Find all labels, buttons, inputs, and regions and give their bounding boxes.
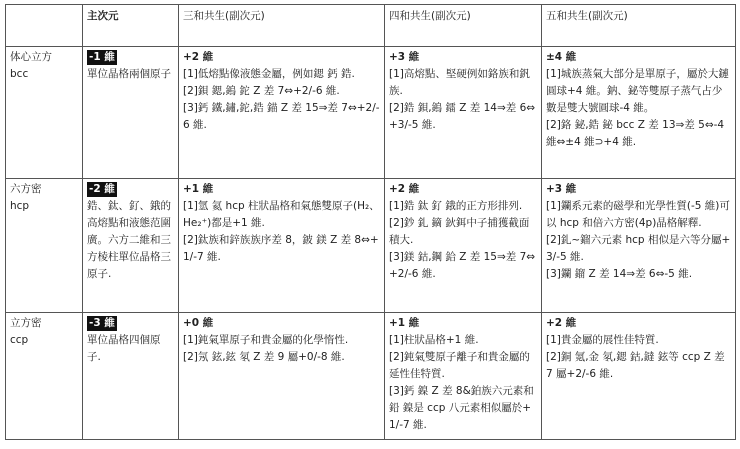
main-dimension-cell bbox=[83, 179, 179, 313]
dimension-table bbox=[5, 4, 736, 440]
four-symbiosis-cell bbox=[385, 47, 542, 179]
five-symbiosis-cell bbox=[542, 179, 736, 313]
cell-line: [1]鈍氣單原子和貴金屬的化學惰性. bbox=[183, 334, 349, 346]
cell-title: +1 維 bbox=[183, 183, 214, 195]
structure-abbr: hcp bbox=[10, 200, 30, 212]
five-symbiosis-cell bbox=[542, 313, 736, 440]
cell-title: +0 維 bbox=[183, 317, 214, 329]
cell-line: [2]鈦族和鋅族族序差 8，鈹 鎂 Z 差 8⇔+1/-7 維. bbox=[183, 234, 379, 263]
cell-line: [2]鉻 鉍,鋯 鉍 bcc Z 差 13⇒差 5⇔-4 維⇔±4 維⊃+4 維. bbox=[546, 119, 725, 148]
main-dimension-cell bbox=[83, 47, 179, 179]
main-dimension-desc: 鋯、鈦、釕、鋨的高熔點和液態范圍廣。六方二維和三方棱柱單位晶格三原子. bbox=[87, 200, 171, 280]
cell-line: [1]氫 氦 hcp 柱狀晶格和氣態雙原子(H₂、He₂⁺)都是+1 維. bbox=[183, 200, 380, 229]
cell-line: [1]鋯 鈦 釕 鋨的正方形排列. bbox=[389, 200, 523, 212]
cell-line: [3]鎂 鈷,鋼 鉿 Z 差 15⇒差 7⇔+2/-6 維. bbox=[389, 251, 536, 280]
cell-line: [3]鈣 鐵,鏽,鉈,鋯 錨 Z 差 15⇒差 7⇔+2/-6 維. bbox=[183, 102, 380, 131]
cell-title: +2 維 bbox=[546, 317, 577, 329]
three-symbiosis-cell bbox=[179, 313, 385, 440]
cell-line: [2]鈍氣雙原子離子和貴金屬的延性佳特質. bbox=[389, 351, 530, 380]
main-dimension-badge: -3 維 bbox=[89, 317, 115, 329]
row-label-cell bbox=[6, 313, 83, 440]
table-row bbox=[6, 313, 736, 440]
table-row bbox=[6, 47, 736, 179]
row-label-cell bbox=[6, 47, 83, 179]
cell-line: [1]柱狀晶格+1 維. bbox=[389, 334, 479, 346]
main-dimension-desc: 單位晶格兩個原子 bbox=[87, 68, 171, 80]
five-symbiosis-cell bbox=[542, 47, 736, 179]
cell-line: [3]鈣 鎳 Z 差 8&鉑族六元素和鉛 鎳是 ccp 八元素相似屬於+1/-7 維. bbox=[389, 385, 534, 431]
header-row bbox=[6, 5, 736, 47]
cell-line: [2]鈔 釓 鏑 鈥鉺中子捕獲截面積大. bbox=[389, 217, 530, 246]
table-row bbox=[6, 179, 736, 313]
cell-line: [1]城族蒸氣大部分是單原子，屬於大鏈圓球+4 維。鈉、鉍等雙原子蒸气占少數是雙大號圓球-4 維。 bbox=[546, 68, 729, 114]
cell-line: [1]鑭系元素的磁學和光學性質(-5 維)可以 hcp 和倍六方密(4p)晶格解釋. bbox=[546, 200, 730, 229]
header-corner bbox=[6, 5, 83, 47]
main-dimension-badge: -1 維 bbox=[89, 51, 115, 63]
cell-line: [1]高熔點、堅硬例如鉻族和釩族. bbox=[389, 68, 530, 97]
cell-title: +2 維 bbox=[183, 51, 214, 63]
cell-title: +3 維 bbox=[389, 51, 420, 63]
cell-line: [2]鋯 鋇,鎢 鐳 Z 差 14⇒差 6⇔+3/-5 維. bbox=[389, 102, 536, 131]
structure-abbr: bcc bbox=[10, 68, 29, 80]
cell-line: [2]氖 鉉,鉉 氡 Z 差 9 屬+0/-8 維. bbox=[183, 351, 345, 363]
cell-line: [3]鑭 鎦 Z 差 14⇒差 6⇔-5 維. bbox=[546, 268, 693, 280]
three-symbiosis-cell bbox=[179, 179, 385, 313]
cell-line: [1]低熔點像液態金屬，例如鍶 鈣 鋯. bbox=[183, 68, 355, 80]
header-three-symbiosis: 三和共生(副次元) bbox=[179, 5, 385, 47]
header-main-dimension: 主次元 bbox=[83, 5, 179, 47]
cell-line: [1]貴金屬的展性佳特質. bbox=[546, 334, 659, 346]
structure-abbr: ccp bbox=[10, 334, 29, 346]
structure-name: 立方密 bbox=[10, 317, 42, 329]
four-symbiosis-cell bbox=[385, 313, 542, 440]
cell-title: +2 維 bbox=[389, 183, 420, 195]
cell-title: +3 維 bbox=[546, 183, 577, 195]
four-symbiosis-cell bbox=[385, 179, 542, 313]
structure-name: 六方密 bbox=[10, 183, 42, 195]
three-symbiosis-cell bbox=[179, 47, 385, 179]
header-four-symbiosis: 四和共生(副次元) bbox=[385, 5, 542, 47]
cell-line: [2]鋇 鍶,鎢 鉈 Z 差 7⇔+2/-6 維. bbox=[183, 85, 340, 97]
structure-name: 体心立方 bbox=[10, 51, 52, 63]
main-dimension-cell bbox=[83, 313, 179, 440]
header-five-symbiosis: 五和共生(副次元) bbox=[542, 5, 736, 47]
cell-line: [2]釓~鎦六元素 hcp 相似是六等分屬+3/-5 維. bbox=[546, 234, 731, 263]
main-dimension-desc: 單位晶格四個原子. bbox=[87, 334, 161, 363]
row-label-cell bbox=[6, 179, 83, 313]
cell-title: ±4 維 bbox=[546, 51, 577, 63]
cell-line: [2]銅 氪,金 氡,鍶 鈷,鐽 鉉等 ccp Z 差 7 屬+2/-6 維. bbox=[546, 351, 725, 380]
cell-title: +1 維 bbox=[389, 317, 420, 329]
main-dimension-badge: -2 維 bbox=[89, 183, 115, 195]
